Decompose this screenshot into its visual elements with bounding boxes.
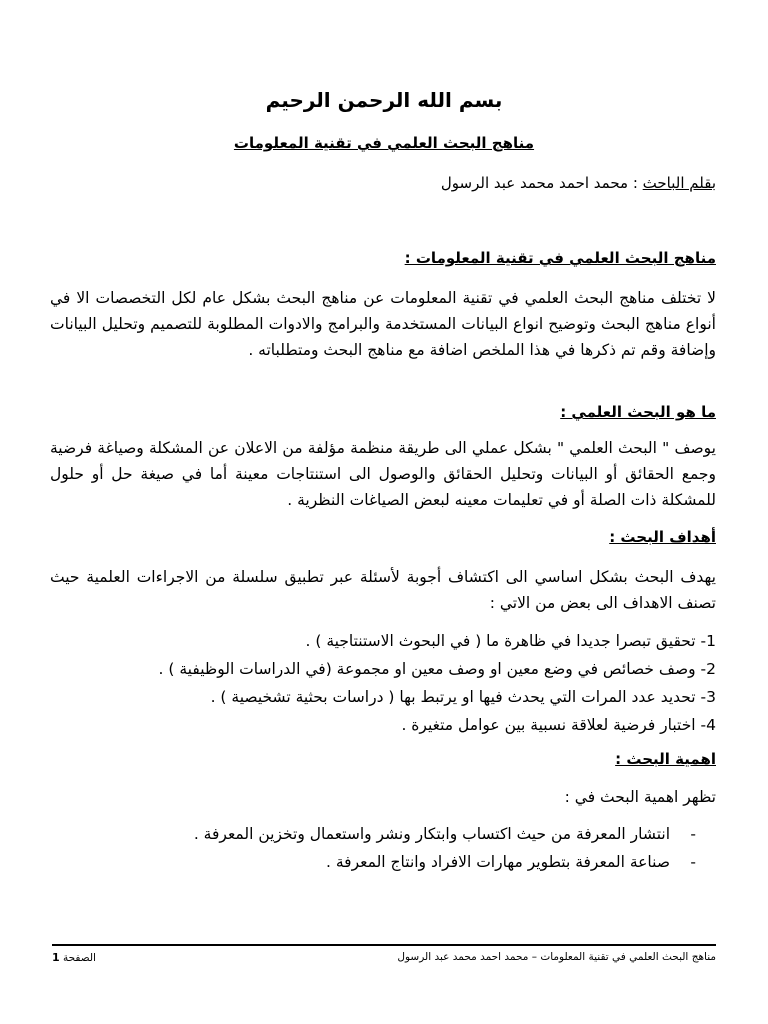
author-name: : محمد احمد محمد عبد الرسول	[440, 174, 638, 192]
footer-divider	[52, 944, 716, 946]
paragraph-methods: لا تختلف مناهج البحث العلمي في تقنية المعلومات عن مناهج البحث بشكل عام لكل التخصصات الا في أنواع مناهج البحث وتوضيح انواع البيانات المستخدمة والبرامج والادوات المطلوبة للتصميم وتحليل البيانات وإضافة وقم تم ذكرها في هذا الملخص اضافة مع مناهج البحث ومتطلباته .	[50, 289, 716, 359]
document-title: مناهج البحث العلمي في تقنية المعلومات	[233, 134, 535, 152]
list-item: 2- وصف خصائص في وضع معين او وصف معين او مجموعة (في الدراسات الوظيفية ) .	[158, 660, 716, 678]
list-item: 1- تحقيق تبصرا جديدا في ظاهرة ما ( في البحوث الاستنتاجية ) .	[305, 632, 716, 650]
list-item-text: انتشار المعرفة من حيث اكتساب وابتكار ونشر واستعمال وتخزين المعرفة .	[193, 825, 670, 843]
objectives-list	[60, 627, 716, 739]
list-item	[60, 848, 696, 876]
author-label: بقلم الباحث	[642, 174, 716, 192]
author-line	[441, 174, 716, 192]
paragraph-objectives: يهدف البحث بشكل اساسي الى اكتشاف أجوبة لأسئلة عبر تطبيق سلسلة من الاجراءات العلمية حيث تصنف الاهداف الى بعض من الاتي :	[50, 568, 716, 612]
list-item	[60, 820, 696, 848]
bullet-dash: -	[690, 853, 696, 871]
section-heading-objectives: أهداف البحث :	[609, 528, 716, 546]
importance-list	[60, 820, 696, 876]
footer-page-label: الصفحة	[63, 952, 96, 964]
section-heading-importance: اهمية البحث :	[615, 750, 716, 768]
bismillah-heading: بسم الله الرحمن الرحيم	[265, 88, 503, 112]
bullet-dash: -	[690, 825, 696, 843]
footer-page-value: 1	[52, 951, 60, 964]
section-heading-methods: مناهج البحث العلمي في تقنية المعلومات :	[404, 249, 716, 267]
list-item-text: صناعة المعرفة بتطوير مهارات الافراد وانتاج المعرفة .	[326, 853, 670, 871]
list-item: 4- اختبار فرضية لعلاقة نسبية بين عوامل متغيرة .	[401, 716, 716, 734]
footer-page-number	[52, 951, 96, 964]
paragraph-importance-intro: تظهر اهمية البحث في :	[564, 788, 716, 806]
section-heading-what-is-research: ما هو البحث العلمي :	[560, 403, 716, 421]
page-footer	[52, 951, 716, 965]
list-item: 3- تحديد عدد المرات التي يحدث فيها او يرتبط بها ( دراسات بحثية تشخيصية ) .	[210, 688, 716, 706]
footer-text: مناهج البحث العلمي في تقنية المعلومات – محمد احمد محمد عبد الرسول	[397, 951, 716, 963]
paragraph-what-is-research: يوصف " البحث العلمي " بشكل عملي الى طريقة منظمة مؤلفة من الاعلان عن المشكلة وصياغة فرضية وجمع الحقائق أو البيانات وتحليل الحقائق والوصول الى استنتاجات معينة أما في صيغة حل أو حلول للمشكلة ذات الصلة أو في تعليمات معينه لبعض الصياغات النظرية .	[50, 439, 716, 509]
